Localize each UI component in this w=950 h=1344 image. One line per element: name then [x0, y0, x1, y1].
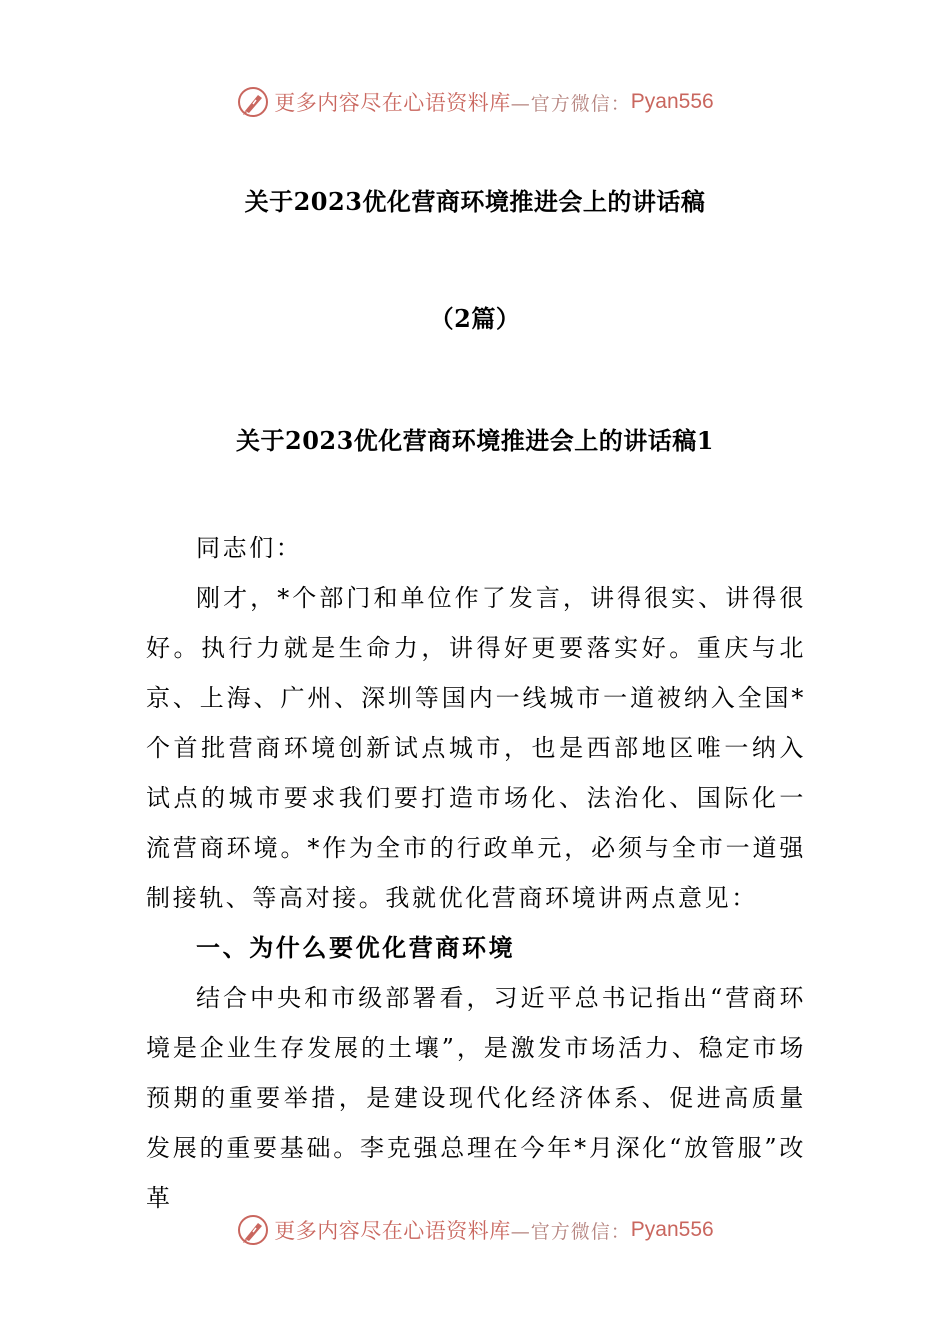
paragraph-1: 刚才，*个部门和单位作了发言，讲得很实、讲得很好。执行力就是生命力，讲得好更要落实好。重庆与北京、上海、广州、深圳等国内一线城市一道被纳入全国*个首批营商环境创新试点城市，也是西部地区唯一纳入试点的城市要求我们要打造市场化、法治化、国际化一流营商环境。*作为全市的行政单元，必须与全市一道强制接轨、等高对接。我就优化营商环境讲两点意见：: [146, 584, 806, 912]
footer-watermark-banner: [0, 1208, 950, 1252]
document-subtitle: （2篇）: [429, 304, 521, 333]
banner-separator-text: —官方微信：: [510, 92, 631, 115]
document-body: [146, 523, 806, 1223]
banner-wechat-id: Pyan556: [630, 90, 714, 113]
banner-separator-text: —官方微信：: [510, 1220, 631, 1243]
paragraph-2: 结合中央和市级部署看，习近平总书记指出“营商环境是企业生存发展的土壤”，是激发市场活力、稳定市场预期的重要举措，是建设现代化经济体系、促进高质量发展的重要基础。李克强总理在今年*月深化“放管服”改革: [146, 984, 806, 1212]
banner-main-text: 更多内容尽在心语资料库: [274, 91, 511, 115]
document-main-title: 关于2023优化营商环境推进会上的讲话稿: [244, 187, 706, 216]
pen-nib-logo-icon: [236, 85, 270, 119]
section-title: 关于2023优化营商环境推进会上的讲话稿1: [236, 426, 714, 455]
header-watermark-banner: [0, 80, 950, 124]
banner-wechat-id: Pyan556: [630, 1218, 714, 1241]
heading-1: 一、为什么要优化营商环境: [196, 933, 516, 962]
salutation: 同志们：: [196, 534, 303, 562]
pen-nib-logo-icon: [236, 1213, 270, 1247]
banner-main-text: 更多内容尽在心语资料库: [274, 1219, 511, 1243]
